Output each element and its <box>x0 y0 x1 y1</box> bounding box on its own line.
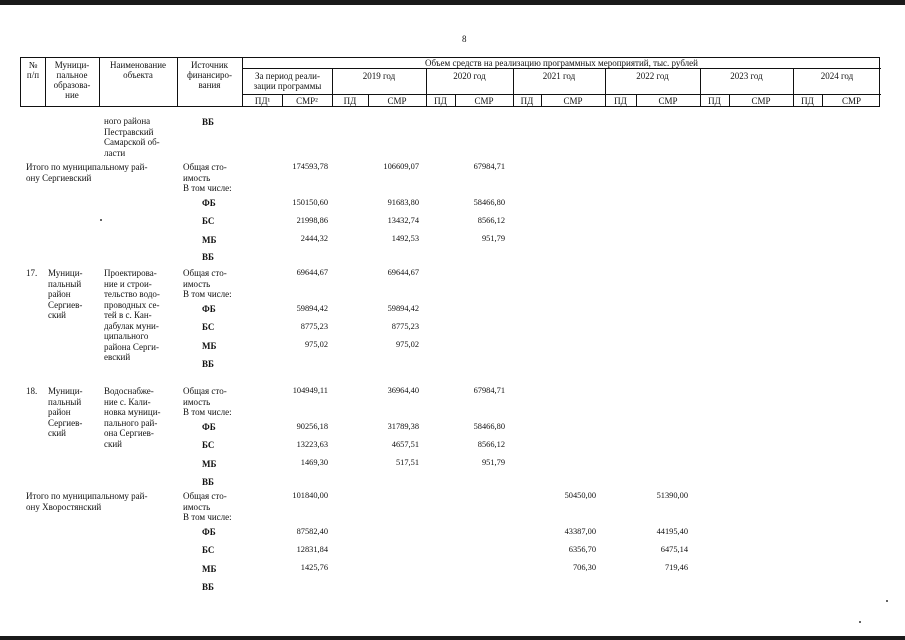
header-pd1: ПД¹ <box>254 96 271 106</box>
row18-bs-period: 13223,63 <box>296 440 328 449</box>
kh-mb-2021: 706,30 <box>572 563 596 572</box>
source-mb: МБ <box>202 564 217 574</box>
continuation-object: ного района Пестравский Самарской об- ласти <box>104 116 160 158</box>
source-mb: МБ <box>202 459 217 469</box>
header-year-2022: 2022 год <box>636 71 669 81</box>
total-sergievsky-2020: 67984,71 <box>473 162 505 171</box>
row17-source: Общая сто- имость В том числе: <box>183 268 232 299</box>
header-year-2023: 2023 год <box>730 71 763 81</box>
fb-period: 150150,60 <box>292 198 328 207</box>
header-object: Наименование объекта <box>109 60 167 80</box>
header-smr: СМР <box>751 96 771 106</box>
header-smr: СМР <box>658 96 678 106</box>
row17-fb-period: 59894,42 <box>296 304 328 313</box>
kh-fb-2021: 43387,00 <box>564 527 596 536</box>
row18-source: Общая сто- имость В том числе: <box>183 386 232 417</box>
header-num: № п/п <box>26 60 40 80</box>
row18-total-2020: 67984,71 <box>473 386 505 395</box>
source-fb: ФБ <box>202 304 216 314</box>
row18-mb-period: 1469,30 <box>300 458 328 467</box>
bs-period: 21998,86 <box>296 216 328 225</box>
scan-speck <box>100 219 102 221</box>
row18-num: 18. <box>26 386 38 396</box>
row18-fb-period: 90256,18 <box>296 422 328 431</box>
scan-speck <box>859 621 861 623</box>
header-year-2019: 2019 год <box>362 71 396 81</box>
source-vb: ВБ <box>202 252 214 262</box>
row18-mb-2020: 951,79 <box>481 458 505 467</box>
bs-2019: 13432,74 <box>387 216 419 225</box>
total-khvorostyansky-2021: 50450,00 <box>564 491 596 500</box>
source-vb: ВБ <box>202 359 214 369</box>
kh-bs-period: 12831,84 <box>296 545 328 554</box>
header-pd: ПД <box>434 96 447 106</box>
header-smr: СМР <box>387 96 407 106</box>
header-smr: СМР <box>841 96 861 106</box>
total-sergievsky-source: Общая сто- имость В том числе: <box>183 162 232 193</box>
header-municipality: Муници- пальное образова- ние <box>53 60 91 100</box>
mb-2019: 1492,53 <box>391 234 419 243</box>
source-bs: БС <box>202 216 215 226</box>
row17-mb-period: 975,02 <box>304 340 328 349</box>
header-year-2024: 2024 год <box>820 71 854 81</box>
row18-municipality: Муници- пальный район Сергиев- ский <box>48 386 83 438</box>
header-smr: СМР <box>563 96 583 106</box>
source-vb: ВБ <box>202 477 214 487</box>
source-fb: ФБ <box>202 422 216 432</box>
kh-mb-period: 1425,76 <box>300 563 328 572</box>
header-pd: ПД <box>343 96 357 106</box>
row17-fb-2019: 59894,42 <box>387 304 419 313</box>
header-volume-title: Объем средств на реализацию программных мероприятий, тыс. рублей <box>425 58 698 68</box>
row17-municipality: Муници- пальный район Сергиев- ский <box>48 268 83 320</box>
total-khvorostyansky-source: Общая сто- имость В том числе: <box>183 491 232 522</box>
header-smr2: СМР² <box>296 96 318 106</box>
header-pd: ПД <box>614 96 627 106</box>
total-khvorostyansky-label: Итого по муниципальному рай- ону Хворостянский <box>26 491 148 512</box>
source-bs: БС <box>202 322 215 332</box>
bs-2020: 8566,12 <box>477 216 505 225</box>
row17-total-period: 69644,67 <box>296 268 328 277</box>
source-bs: БС <box>202 545 215 555</box>
kh-bs-2021: 6356,70 <box>568 545 596 554</box>
row18-mb-2019: 517,51 <box>395 458 419 467</box>
row17-bs-2019: 8775,23 <box>391 322 419 331</box>
scan-speck <box>886 600 888 602</box>
total-sergievsky-period: 174593,78 <box>292 162 328 171</box>
row18-total-2019: 36964,40 <box>387 386 419 395</box>
mb-period: 2444,32 <box>300 234 328 243</box>
continuation-source-vb: ВБ <box>202 117 214 127</box>
row17-mb-2019: 975,02 <box>395 340 419 349</box>
header-smr: СМР <box>474 96 494 106</box>
kh-fb-period: 87582,40 <box>296 527 328 536</box>
row17-object: Проектирова- ние и строи- тельство водо- проводных се- тей в с. Кан- дабулак муни- ципального района Серги- евский <box>104 268 160 362</box>
row18-object: Водоснабже- ние с. Кали- новка муници- пального рай- она Сергиев- ский <box>104 386 161 449</box>
row18-bs-2019: 4657,51 <box>391 440 419 449</box>
source-fb: ФБ <box>202 198 216 208</box>
header-source: Источник финансиро- вания <box>186 60 233 90</box>
kh-mb-2022: 719,46 <box>664 563 688 572</box>
fb-2020: 58466,80 <box>473 198 505 207</box>
page-number: 8 <box>462 34 467 44</box>
row18-fb-2020: 58466,80 <box>473 422 505 431</box>
header-period: За период реали- зации программы <box>253 71 322 91</box>
source-bs: БС <box>202 440 215 450</box>
row18-total-period: 104949,11 <box>292 386 328 395</box>
total-khvorostyansky-2022: 51390,00 <box>656 491 688 500</box>
source-mb: МБ <box>202 341 217 351</box>
row18-bs-2020: 8566,12 <box>477 440 505 449</box>
kh-bs-2022: 6475,14 <box>660 545 688 554</box>
mb-2020: 951,79 <box>481 234 505 243</box>
header-pd: ПД <box>801 96 814 106</box>
header-year-2021: 2021 год <box>542 71 576 81</box>
fb-2019: 91683,80 <box>387 198 419 207</box>
header-pd: ПД <box>520 96 534 106</box>
row17-bs-period: 8775,23 <box>300 322 328 331</box>
source-mb: МБ <box>202 235 217 245</box>
kh-fb-2022: 44195,40 <box>656 527 688 536</box>
header-year-2020: 2020 год <box>453 71 486 81</box>
source-vb: ВБ <box>202 582 214 592</box>
total-khvorostyansky-period: 101840,00 <box>292 491 328 500</box>
row17-total-2019: 69644,67 <box>387 268 419 277</box>
header-pd: ПД <box>708 96 721 106</box>
row18-fb-2019: 31789,38 <box>387 422 419 431</box>
total-sergievsky-label: Итого по муниципальному рай- ону Сергиевский <box>26 162 148 183</box>
total-sergievsky-2019: 106609,07 <box>383 162 419 171</box>
row17-num: 17. <box>26 268 38 278</box>
source-fb: ФБ <box>202 527 216 537</box>
